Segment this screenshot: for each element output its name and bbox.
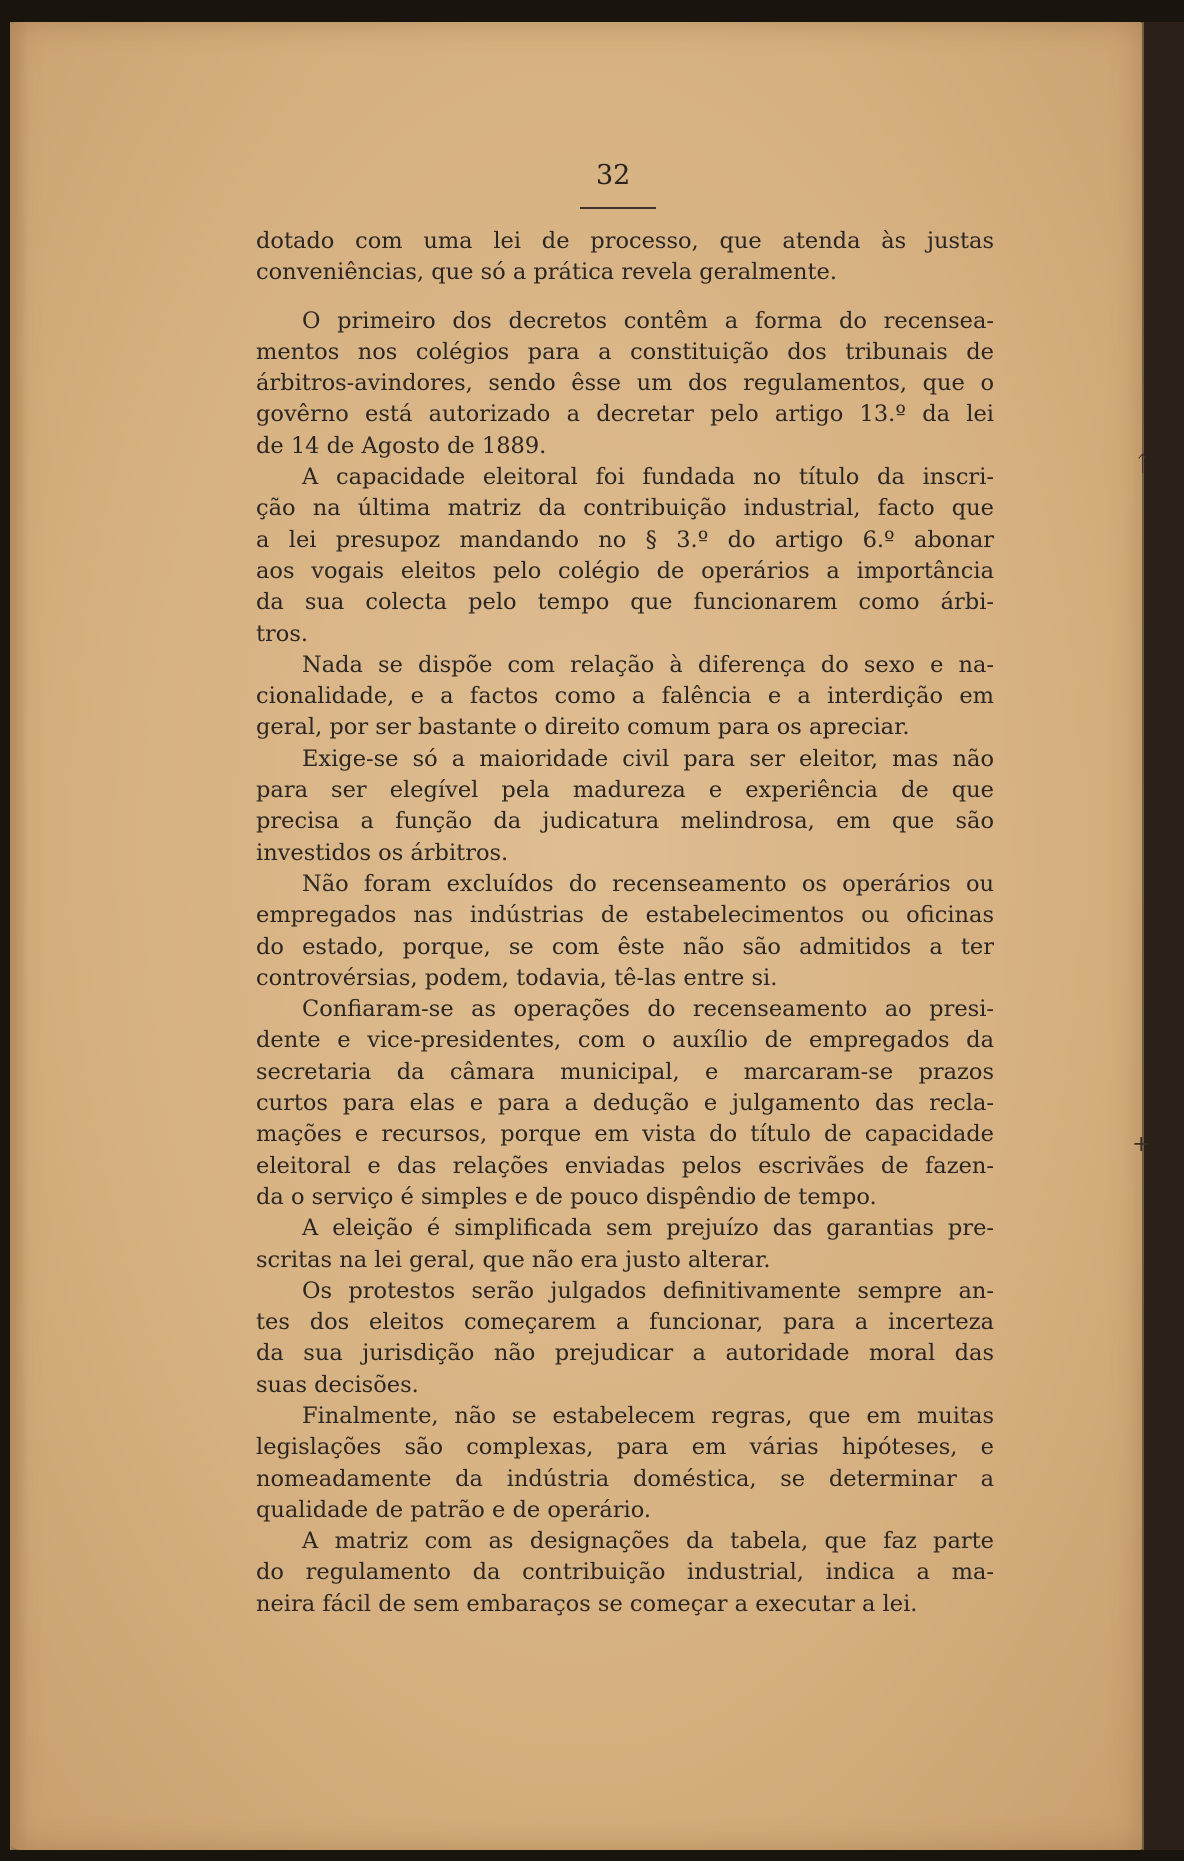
- page-number: 32: [596, 160, 631, 191]
- text-line: curtos para elas e para a dedução e julgamento das recla-: [256, 1090, 994, 1117]
- text-line: conveniências, que só a prática revela geralmente.: [256, 259, 837, 286]
- text-line: tros.: [256, 620, 309, 647]
- text-line: aos vogais eleitos pelo colégio de operários a importância: [256, 557, 994, 584]
- text-line: investidos os árbitros.: [256, 839, 509, 866]
- text-line: precisa a função da judicatura melindrosa, em que são: [256, 808, 994, 835]
- text-line: A matriz com as designações da tabela, que faz parte: [302, 1528, 994, 1555]
- page-number-rule: [580, 207, 656, 209]
- text-line: eleitoral e das relações enviadas pelos escrivães de fazen-: [256, 1152, 994, 1179]
- paragraph-gap: [256, 289, 994, 306]
- text-line: da sua colecta pelo tempo que funcionarem como árbi-: [256, 589, 994, 616]
- text-line: mações e recursos, porque em vista do título de capacidade: [256, 1121, 994, 1148]
- text-line: para ser elegível pela madureza e experiência de que: [256, 777, 994, 804]
- text-line: A capacidade eleitoral foi fundada no título da inscri-: [302, 464, 994, 491]
- text-line: qualidade de patrão e de operário.: [256, 1496, 652, 1523]
- text-line: Não foram excluídos do recenseamento os operários ou: [302, 870, 994, 897]
- text-line: Nada se dispõe com relação à diferença do sexo e na-: [302, 651, 994, 678]
- text-line: empregados nas indústrias de estabelecimentos ou oficinas: [256, 902, 994, 929]
- text-line: dotado com uma lei de processo, que atenda às justas: [256, 228, 994, 254]
- text-line: Exige-se só a maioridade civil para ser eleitor, mas não: [302, 745, 994, 772]
- text-line: árbitros-avindores, sendo êsse um dos regulamentos, que o: [256, 370, 994, 397]
- text-line: scritas na lei geral, que não era justo alterar.: [256, 1246, 771, 1273]
- body-text: [256, 226, 994, 1620]
- text-line: da sua jurisdição não prejudicar a autoridade moral das: [256, 1340, 994, 1367]
- text-line: do regulamento da contribuição industrial, indica a ma-: [256, 1559, 994, 1586]
- text-line: dente e vice-presidentes, com o auxílio de empregados da: [256, 1027, 994, 1054]
- next-page-edge: [1142, 22, 1184, 1850]
- text-line: nomeadamente da indústria doméstica, se determinar a: [256, 1465, 994, 1492]
- text-line: neira fácil de sem embaraços se começar a executar a lei.: [256, 1590, 918, 1617]
- text-line: A eleição é simplificada sem prejuízo das garantias pre-: [302, 1215, 994, 1242]
- text-line: O primeiro dos decretos contêm a forma do recensea-: [302, 307, 994, 334]
- margin-mark: +: [1132, 1132, 1151, 1157]
- text-line: legislações são complexas, para em várias hipóteses, e: [256, 1434, 994, 1461]
- page-gutter-shadow: [10, 22, 28, 1850]
- text-line: govêrno está autorizado a decretar pelo artigo 13.º da lei: [256, 401, 994, 428]
- margin-mark: ᛏ: [1136, 452, 1150, 477]
- text-line: controvérsias, podem, todavia, tê-las entre si.: [256, 964, 778, 991]
- text-line: ção na última matriz da contribuição industrial, facto que: [256, 495, 994, 522]
- text-line: de 14 de Agosto de 1889.: [256, 432, 547, 459]
- text-line: suas decisões.: [256, 1371, 419, 1398]
- text-line: cionalidade, e a factos como a falência e a interdição em: [256, 683, 994, 710]
- text-line: Finalmente, não se estabelecem regras, que em muitas: [302, 1402, 994, 1429]
- text-line: tes dos eleitos começarem a funcionar, para a incerteza: [256, 1309, 994, 1336]
- text-line: Confiaram-se as operações do recenseamento ao presi-: [302, 996, 994, 1023]
- text-line: secretaria da câmara municipal, e marcaram-se prazos: [256, 1058, 994, 1085]
- text-line: mentos nos colégios para a constituição dos tribunais de: [256, 338, 994, 365]
- text-line: geral, por ser bastante o direito comum para os apreciar.: [256, 714, 910, 741]
- text-line: do estado, porque, se com êste não são admitidos a ter: [256, 933, 994, 960]
- text-line: da o serviço é simples e de pouco dispêndio de tempo.: [256, 1183, 877, 1210]
- text-line: Os protestos serão julgados definitivamente sempre an-: [302, 1277, 994, 1304]
- text-line: a lei presupoz mandando no § 3.º do artigo 6.º abonar: [256, 526, 994, 553]
